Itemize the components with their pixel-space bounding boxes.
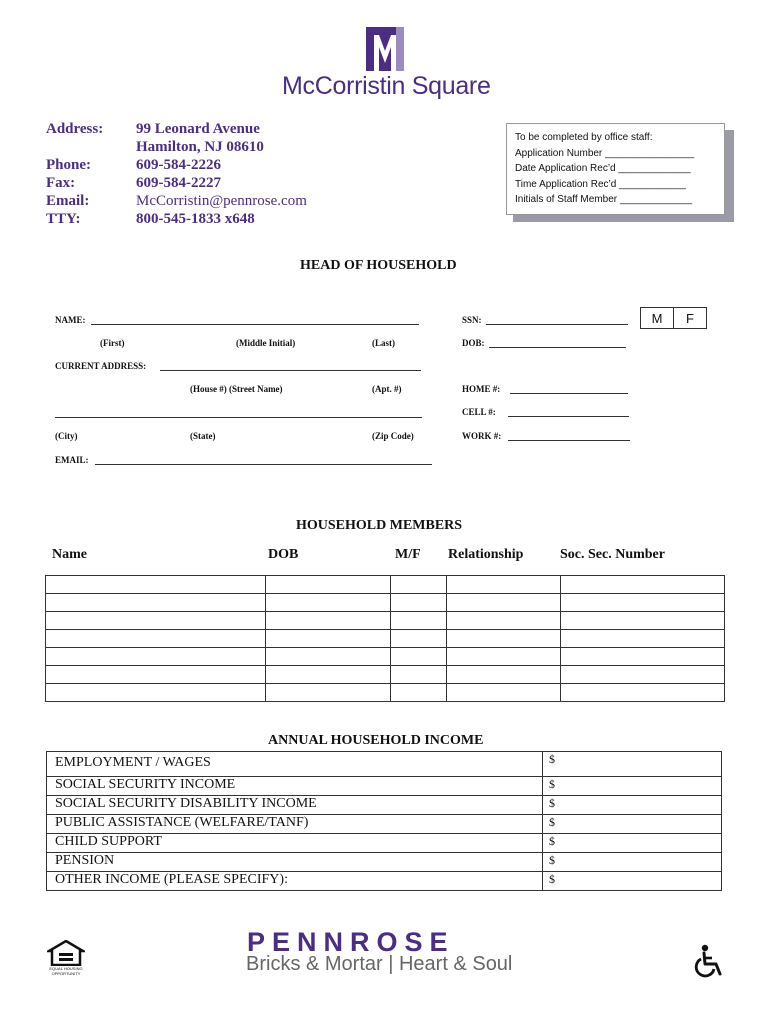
- dob-label: DOB:: [462, 338, 485, 348]
- name-input[interactable]: [91, 314, 419, 325]
- member-cell[interactable]: [46, 576, 266, 594]
- member-cell[interactable]: [391, 576, 447, 594]
- member-cell[interactable]: [447, 594, 561, 612]
- dob-input[interactable]: [489, 337, 626, 348]
- member-cell[interactable]: [391, 630, 447, 648]
- income-label: SOCIAL SECURITY INCOME: [47, 777, 543, 796]
- name-label: NAME:: [55, 315, 86, 325]
- annual-income-title: ANNUAL HOUSEHOLD INCOME: [268, 733, 484, 748]
- member-cell[interactable]: [561, 666, 725, 684]
- address-line2: Hamilton, NJ 08610: [136, 139, 264, 155]
- income-label: OTHER INCOME (PLEASE SPECIFY):: [47, 872, 543, 891]
- house-street-caption: (House #) (Street Name): [190, 384, 283, 394]
- head-of-household-title: HEAD OF HOUSEHOLD: [300, 258, 457, 273]
- income-label: EMPLOYMENT / WAGES: [47, 752, 543, 777]
- income-label: PUBLIC ASSISTANCE (WELFARE/TANF): [47, 815, 543, 834]
- member-cell[interactable]: [266, 612, 391, 630]
- member-cell[interactable]: [561, 576, 725, 594]
- city-caption: (City): [55, 431, 78, 441]
- city-state-zip-input[interactable]: [55, 407, 422, 418]
- col-dob: DOB: [268, 547, 299, 562]
- income-amount-input[interactable]: $: [543, 777, 722, 796]
- income-row: [47, 796, 722, 815]
- first-name-caption: (First): [100, 338, 125, 348]
- col-mf: M/F: [395, 547, 421, 562]
- col-name: Name: [52, 547, 87, 562]
- income-amount-input[interactable]: $: [543, 834, 722, 853]
- income-amount-input[interactable]: $: [543, 752, 722, 777]
- member-cell[interactable]: [561, 684, 725, 702]
- income-row: [47, 777, 722, 796]
- application-number-field[interactable]: Application Number ________________: [515, 147, 695, 159]
- table-row: [46, 612, 725, 630]
- income-table: [46, 751, 722, 891]
- table-row: [46, 666, 725, 684]
- pennrose-logo-text: PENNROSE: [247, 927, 455, 957]
- income-amount-input[interactable]: $: [543, 872, 722, 891]
- member-cell[interactable]: [391, 594, 447, 612]
- time-received-field[interactable]: Time Application Rec’d ____________: [515, 178, 686, 190]
- fax-value: 609-584-2227: [136, 175, 221, 191]
- household-members-title: HOUSEHOLD MEMBERS: [296, 518, 463, 533]
- income-row: [47, 872, 722, 891]
- member-cell[interactable]: [266, 648, 391, 666]
- member-cell[interactable]: [447, 630, 561, 648]
- table-row: [46, 684, 725, 702]
- eho-text: EQUAL HOUSING OPPORTUNITY: [49, 966, 83, 976]
- ssn-label: SSN:: [462, 315, 482, 325]
- col-ssn: Soc. Sec. Number: [560, 547, 665, 562]
- member-cell[interactable]: [266, 630, 391, 648]
- zip-caption: (Zip Code): [372, 431, 414, 441]
- member-cell[interactable]: [447, 612, 561, 630]
- wheelchair-icon: [692, 944, 726, 978]
- member-cell[interactable]: [561, 648, 725, 666]
- member-cell[interactable]: [391, 612, 447, 630]
- tty-label: TTY:: [46, 211, 81, 227]
- income-row: [47, 752, 722, 777]
- m-logo-icon: [366, 27, 404, 71]
- member-cell[interactable]: [447, 684, 561, 702]
- member-cell[interactable]: [46, 594, 266, 612]
- fax-label: Fax:: [46, 175, 76, 191]
- member-cell[interactable]: [46, 648, 266, 666]
- work-phone-input[interactable]: [508, 430, 630, 441]
- brand-name: McCorristin Square: [282, 72, 491, 100]
- member-cell[interactable]: [447, 576, 561, 594]
- member-cell[interactable]: [46, 684, 266, 702]
- last-name-caption: (Last): [372, 338, 395, 348]
- cell-phone-label: CELL #:: [462, 407, 496, 417]
- income-row: [47, 853, 722, 872]
- income-amount-input[interactable]: $: [543, 796, 722, 815]
- table-row: [46, 594, 725, 612]
- income-amount-input[interactable]: $: [543, 815, 722, 834]
- household-members-table: [45, 575, 725, 702]
- table-row: [46, 630, 725, 648]
- table-row: [46, 648, 725, 666]
- work-phone-label: WORK #:: [462, 431, 502, 441]
- member-cell[interactable]: [561, 612, 725, 630]
- member-cell[interactable]: [561, 630, 725, 648]
- member-cell[interactable]: [391, 684, 447, 702]
- current-address-label: CURRENT ADDRESS:: [55, 361, 147, 371]
- email-field-label: EMAIL:: [55, 455, 89, 465]
- income-label: SOCIAL SECURITY DISABILITY INCOME: [47, 796, 543, 815]
- phone-label: Phone:: [46, 157, 91, 173]
- equal-housing-icon: [47, 940, 85, 966]
- street-address-input[interactable]: [160, 360, 421, 371]
- table-row: [46, 576, 725, 594]
- member-cell[interactable]: [561, 594, 725, 612]
- tty-value: 800-545-1833 x648: [136, 211, 255, 227]
- staff-initials-field[interactable]: Initials of Staff Member _____________: [515, 194, 693, 205]
- member-cell[interactable]: [46, 630, 266, 648]
- address-label: Address:: [46, 121, 104, 137]
- cell-phone-input[interactable]: [508, 406, 629, 417]
- member-cell[interactable]: [266, 666, 391, 684]
- tagline: Bricks & Mortar | Heart & Soul: [246, 953, 513, 975]
- member-cell[interactable]: [391, 648, 447, 666]
- col-relationship: Relationship: [448, 547, 524, 562]
- income-label: PENSION: [47, 853, 543, 872]
- income-row: [47, 815, 722, 834]
- home-phone-label: HOME #:: [462, 384, 501, 394]
- member-cell[interactable]: [447, 648, 561, 666]
- state-caption: (State): [190, 431, 216, 441]
- email-input[interactable]: [95, 454, 432, 465]
- office-staff-box: [506, 123, 725, 215]
- income-row: [47, 834, 722, 853]
- email-link[interactable]: McCorristin@pennrose.com: [136, 193, 307, 209]
- address-line1: 99 Leonard Avenue: [136, 121, 260, 137]
- gender-m-option[interactable]: M: [641, 308, 674, 328]
- gender-f-option[interactable]: F: [686, 310, 694, 326]
- office-box-title: To be completed by office staff:: [515, 132, 653, 143]
- phone-value: 609-584-2226: [136, 157, 221, 173]
- income-label: CHILD SUPPORT: [47, 834, 543, 853]
- member-cell[interactable]: [266, 576, 391, 594]
- gender-selector[interactable]: [640, 307, 707, 329]
- home-phone-input[interactable]: [510, 383, 628, 394]
- date-received-field[interactable]: Date Application Rec’d _____________: [515, 163, 691, 174]
- member-cell[interactable]: [266, 594, 391, 612]
- apt-caption: (Apt. #): [372, 384, 402, 394]
- member-cell[interactable]: [447, 666, 561, 684]
- member-cell[interactable]: [391, 666, 447, 684]
- ssn-input[interactable]: [486, 314, 628, 325]
- email-label: Email:: [46, 193, 90, 209]
- income-amount-input[interactable]: $: [543, 853, 722, 872]
- middle-initial-caption: (Middle Initial): [236, 338, 296, 348]
- member-cell[interactable]: [266, 684, 391, 702]
- member-cell[interactable]: [46, 666, 266, 684]
- member-cell[interactable]: [46, 612, 266, 630]
